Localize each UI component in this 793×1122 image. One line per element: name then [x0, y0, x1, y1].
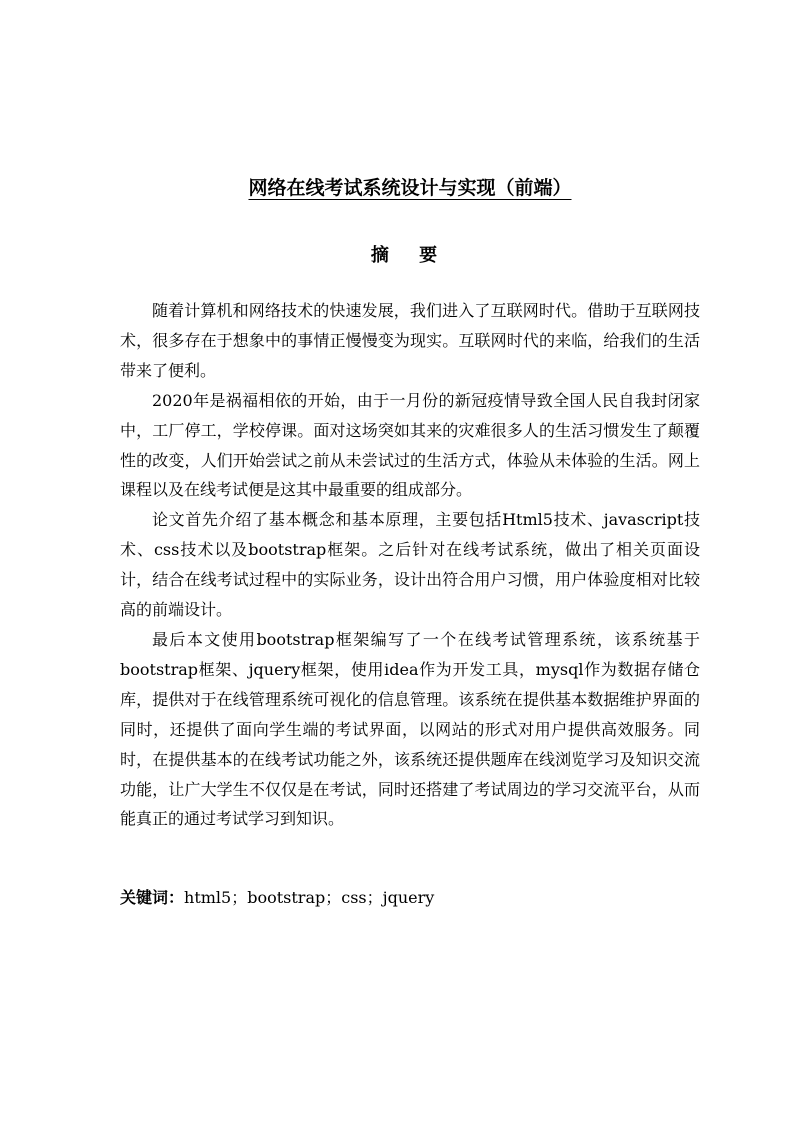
keywords-line: [120, 883, 700, 913]
keywords-label: 关键词：: [120, 888, 185, 907]
abstract-paragraph-1: 随着计算机和网络技术的快速发展，我们进入了互联网时代。借助于互联网技术，很多存在于想象中的事情正慢慢变为现实。互联网时代的来临，给我们的生活带来了便利。: [120, 301, 700, 380]
abstract-body: [120, 296, 700, 834]
document-title-text: 网络在线考试系统设计与实现（前端）: [248, 177, 572, 199]
abstract-heading: 摘 要: [370, 245, 450, 266]
document-title: [120, 174, 700, 202]
abstract-paragraph-4: 最后本文使用bootstrap框架编写了一个在线考试管理系统，该系统基于bootstrap框架、jquery框架，使用idea作为开发工具，mysql作为数据存储仓库，提供对于在线管理系统可视化的信息管理。该系统在提供基本数据维护界面的同时，还提供了面向学生端的考试界面，以网站的形式对用户提供高效服务。同时，在提供基本的在线考试功能之外，该系统还提供题库在线浏览学习及知识交流功能，让广大学生不仅仅是在考试，同时还搭建了考试周边的学习交流平台，从而能真正的通过考试学习到知识。: [120, 629, 700, 829]
keywords-value: html5；bootstrap；css；jquery: [184, 888, 435, 907]
abstract-paragraph-2: 2020年是祸福相依的开始，由于一月份的新冠疫情导致全国人民自我封闭家中，工厂停工，学校停课。面对这场突如其来的灾难很多人的生活习惯发生了颠覆性的改变，人们开始尝试之前从未尝试过的生活方式，体验从未体验的生活。网上课程以及在线考试便是这其中最重要的组成部分。: [120, 390, 700, 500]
abstract-paragraph-3: 论文首先介绍了基本概念和基本原理，主要包括Html5技术、javascript技术、css技术以及bootstrap框架。之后针对在线考试系统，做出了相关页面设计，结合在线考试过程中的实际业务，设计出符合用户习惯，用户体验度相对比较高的前端设计。: [120, 510, 700, 620]
